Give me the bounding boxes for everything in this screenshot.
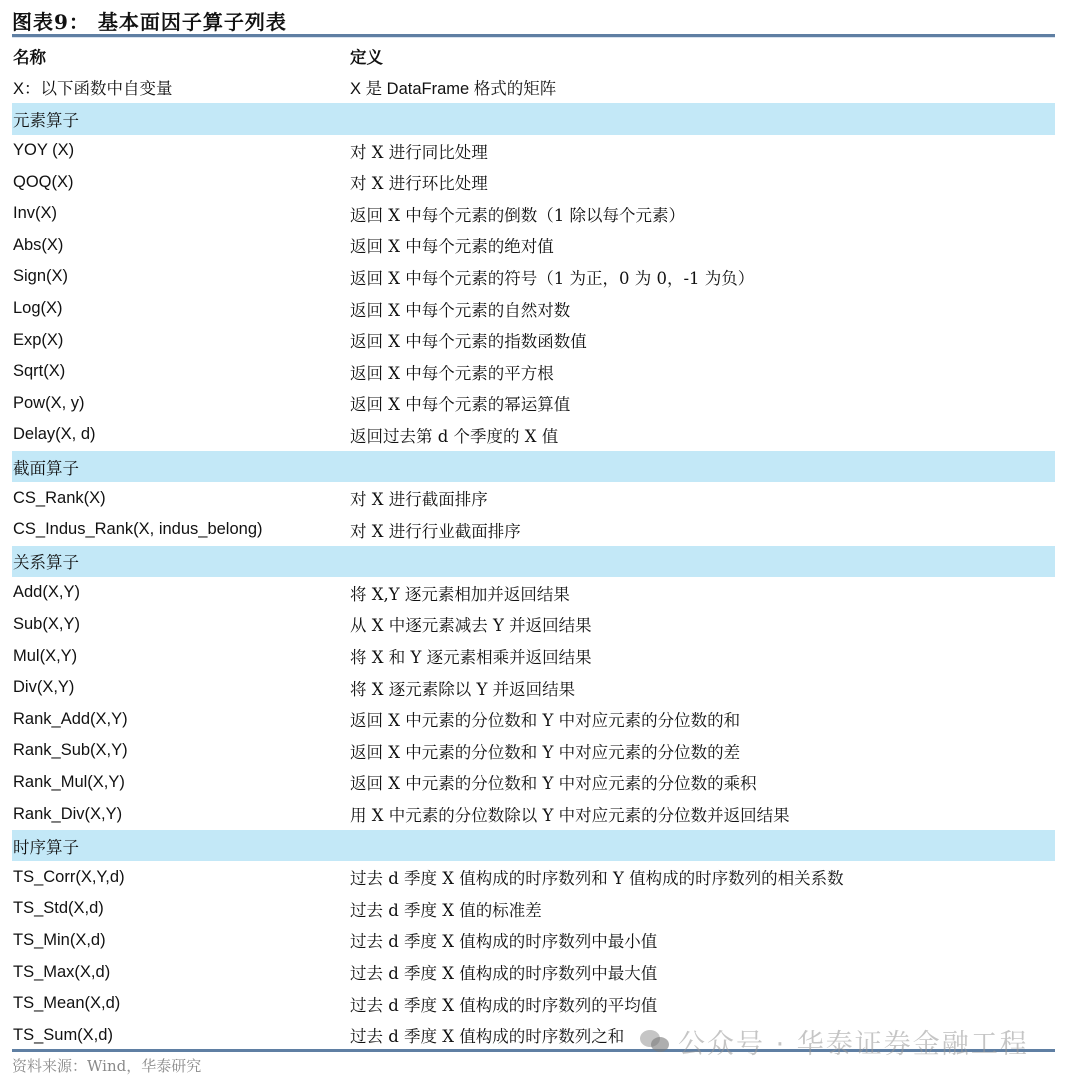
table-row	[12, 198, 1055, 230]
cell-name: TS_Mean(X,d)	[13, 994, 121, 1013]
cell-definition: 返回 X 中每个元素的符号（1 为正，0 为 0，-1 为负）	[350, 268, 755, 288]
cell-definition: 返回 X 中每个元素的平方根	[350, 363, 554, 383]
section-header-row	[12, 451, 1055, 483]
section-title: 时序算子	[13, 837, 79, 857]
cell-definition: 过去 d 季度 X 值构成的时序数列的平均值	[350, 995, 658, 1015]
cell-definition: X 是 DataFrame 格式的矩阵	[350, 80, 557, 99]
section-title: 截面算子	[13, 458, 79, 478]
cell-name: Inv(X)	[13, 204, 58, 223]
section-title: 关系算子	[13, 553, 79, 573]
table-row	[12, 672, 1055, 704]
cell-name: Rank_Mul(X,Y)	[13, 772, 125, 791]
cell-definition: 将 X 逐元素除以 Y 并返回结果	[350, 679, 576, 699]
section-header-row	[12, 103, 1055, 135]
cell-definition: 过去 d 季度 X 值的标准差	[350, 900, 542, 920]
cell-definition: 返回 X 中每个元素的绝对值	[350, 237, 554, 257]
table-row	[12, 419, 1055, 451]
cell-name: X：以下函数中自变量	[13, 80, 173, 99]
cell-definition: 过去 d 季度 X 值构成的时序数列中最小值	[350, 932, 658, 952]
table-row	[12, 988, 1055, 1020]
table-row	[12, 514, 1055, 546]
table-row	[12, 230, 1055, 262]
cell-name: TS_Std(X,d)	[13, 899, 104, 918]
cell-name: TS_Corr(X,Y,d)	[13, 867, 125, 886]
cell-name: TS_Min(X,d)	[13, 930, 106, 949]
cell-name: Sign(X)	[13, 267, 69, 286]
cell-name: CS_Rank(X)	[13, 488, 106, 507]
cell-name: Div(X,Y)	[13, 678, 75, 697]
cell-definition: 返回 X 中元素的分位数和 Y 中对应元素的分位数的差	[350, 742, 741, 762]
table-row	[12, 609, 1055, 641]
table-row	[12, 767, 1055, 799]
figure-title: 图表9： 基本面因子算子列表	[12, 10, 287, 34]
cell-definition: 返回 X 中每个元素的倒数（1 除以每个元素）	[350, 205, 685, 225]
cell-definition: 返回过去第 d 个季度的 X 值	[350, 426, 559, 446]
cell-definition: 从 X 中逐元素减去 Y 并返回结果	[350, 616, 592, 636]
table-row-intro	[12, 72, 1055, 104]
cell-definition: 将 X,Y 逐元素相加并返回结果	[350, 584, 570, 604]
table-row	[12, 798, 1055, 830]
cell-definition: 过去 d 季度 X 值构成的时序数列中最大值	[350, 964, 658, 984]
wechat-icon	[640, 1030, 670, 1054]
cell-name: Sqrt(X)	[13, 362, 66, 381]
section-title: 元素算子	[13, 110, 79, 130]
cell-name: QOQ(X)	[13, 172, 74, 191]
table-row	[12, 135, 1055, 167]
table-row	[12, 293, 1055, 325]
cell-definition: 返回 X 中每个元素的自然对数	[350, 300, 571, 320]
cell-name: Sub(X,Y)	[13, 614, 80, 633]
cell-definition: 返回 X 中每个元素的指数函数值	[350, 332, 587, 352]
cell-name: Rank_Sub(X,Y)	[13, 741, 128, 760]
header-name: 名称	[13, 47, 46, 67]
cell-name: YOY (X)	[13, 141, 75, 160]
operator-table	[12, 40, 1055, 1051]
cell-definition: 过去 d 季度 X 值构成的时序数列之和	[350, 1027, 625, 1047]
cell-definition: 用 X 中元素的分位数除以 Y 中对应元素的分位数并返回结果	[350, 806, 790, 826]
cell-definition: 返回 X 中每个元素的幂运算值	[350, 395, 571, 415]
source-note: 资料来源：Wind，华泰研究	[12, 1057, 202, 1075]
table-row	[12, 356, 1055, 388]
header-definition: 定义	[350, 47, 383, 67]
cell-name: CS_Indus_Rank(X, indus_belong)	[13, 520, 263, 539]
table-row	[12, 893, 1055, 925]
title-divider-shadow	[12, 37, 1055, 38]
cell-name: Log(X)	[13, 299, 63, 318]
table-body	[12, 103, 1055, 1051]
cell-definition: 返回 X 中元素的分位数和 Y 中对应元素的分位数的乘积	[350, 774, 757, 794]
cell-name: Pow(X, y)	[13, 393, 85, 412]
table-row	[12, 324, 1055, 356]
section-header-row	[12, 546, 1055, 578]
cell-definition: 对 X 进行截面排序	[350, 490, 488, 510]
table-row	[12, 861, 1055, 893]
table-row	[12, 956, 1055, 988]
cell-definition: 返回 X 中元素的分位数和 Y 中对应元素的分位数的和	[350, 711, 741, 731]
table-row	[12, 640, 1055, 672]
table-row	[12, 925, 1055, 957]
watermark	[640, 1022, 1029, 1061]
cell-name: Abs(X)	[13, 235, 64, 254]
cell-definition: 对 X 进行行业截面排序	[350, 521, 521, 541]
table-header-row	[12, 40, 1055, 72]
table-row	[12, 735, 1055, 767]
cell-definition: 对 X 进行同比处理	[350, 142, 488, 162]
cell-definition: 过去 d 季度 X 值构成的时序数列和 Y 值构成的时序数列的相关系数	[350, 869, 844, 889]
table-row	[12, 703, 1055, 735]
cell-name: Delay(X, d)	[13, 425, 96, 444]
table-row	[12, 166, 1055, 198]
section-header-row	[12, 830, 1055, 862]
cell-name: Rank_Div(X,Y)	[13, 804, 123, 823]
table-row	[12, 482, 1055, 514]
cell-name: TS_Max(X,d)	[13, 962, 111, 981]
cell-definition: 对 X 进行环比处理	[350, 174, 488, 194]
cell-name: Mul(X,Y)	[13, 646, 78, 665]
cell-name: Rank_Add(X,Y)	[13, 709, 128, 728]
watermark-text: 公众号 · 华泰证券金融工程	[678, 1029, 1029, 1060]
cell-name: Add(X,Y)	[13, 583, 80, 602]
table-row	[12, 261, 1055, 293]
table-row	[12, 577, 1055, 609]
cell-name: TS_Sum(X,d)	[13, 1025, 113, 1044]
cell-definition: 将 X 和 Y 逐元素相乘并返回结果	[350, 648, 592, 668]
cell-name: Exp(X)	[13, 330, 64, 349]
table-row	[12, 388, 1055, 420]
